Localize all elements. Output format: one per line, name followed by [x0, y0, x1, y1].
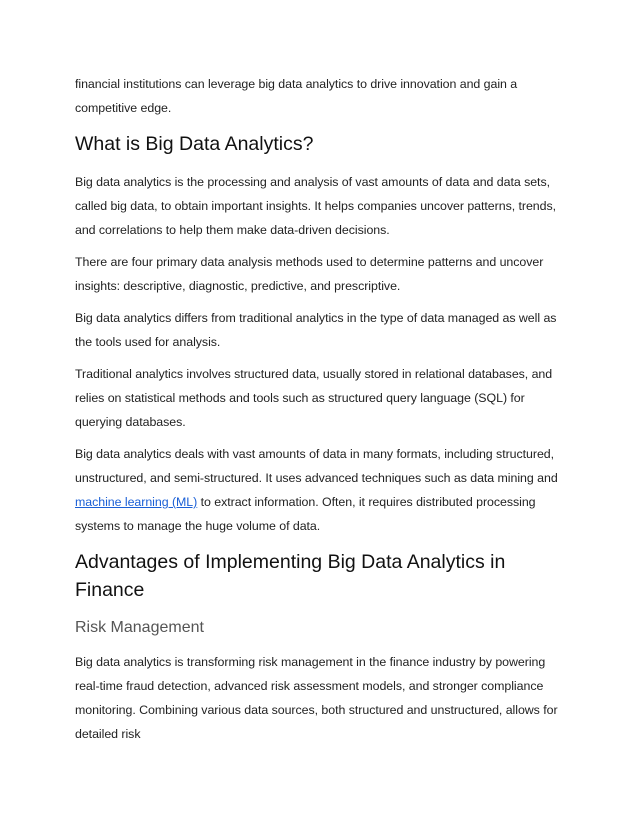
paragraph-differences: Big data analytics differs from traditional analytics in the type of data managed as well as the tools used for analysis.: [75, 311, 557, 349]
paragraph-definition: Big data analytics is the processing and analysis of vast amounts of data and data sets, called big data, to obtain important insights. It helps companies uncover patterns, trends, and correlations to help them make data-driven decisions.: [75, 175, 557, 237]
paragraph-text-after-link: to extract information. Often, it requires distributed processing systems to manage the huge volume of data.: [75, 495, 536, 533]
paragraph-risk-management: Big data analytics is transforming risk management in the finance industry by powering real-time fraud detection, advanced risk assessment models, and stronger compliance monitoring. Combining various data sources, both structured and unstructured, allows for detailed risk: [75, 655, 558, 741]
document-body: [75, 72, 565, 754]
paragraph-text-before-link: Big data analytics deals with vast amounts of data in many formats, including structured, unstructured, and semi-structured. It uses advanced techniques such as data mining and: [75, 447, 558, 485]
paragraph-traditional-analytics: Traditional analytics involves structured data, usually stored in relational databases, and relies on statistical methods and tools such as structured query language (SQL) for querying databases.: [75, 367, 553, 429]
subheading-risk-management: Risk Management: [75, 619, 204, 636]
machine-learning-link[interactable]: machine learning (ML): [75, 495, 198, 509]
paragraph-big-data-techniques: [75, 442, 565, 538]
section-heading-advantages: Advantages of Implementing Big Data Analytics in Finance: [75, 551, 506, 601]
paragraph-methods: There are four primary data analysis methods used to determine patterns and uncover insights: descriptive, diagnostic, predictive, and prescriptive.: [75, 255, 544, 293]
intro-paragraph: financial institutions can leverage big data analytics to drive innovation and gain a competitive edge.: [75, 77, 518, 115]
section-heading-what-is-big-data-analytics: What is Big Data Analytics?: [75, 133, 314, 155]
